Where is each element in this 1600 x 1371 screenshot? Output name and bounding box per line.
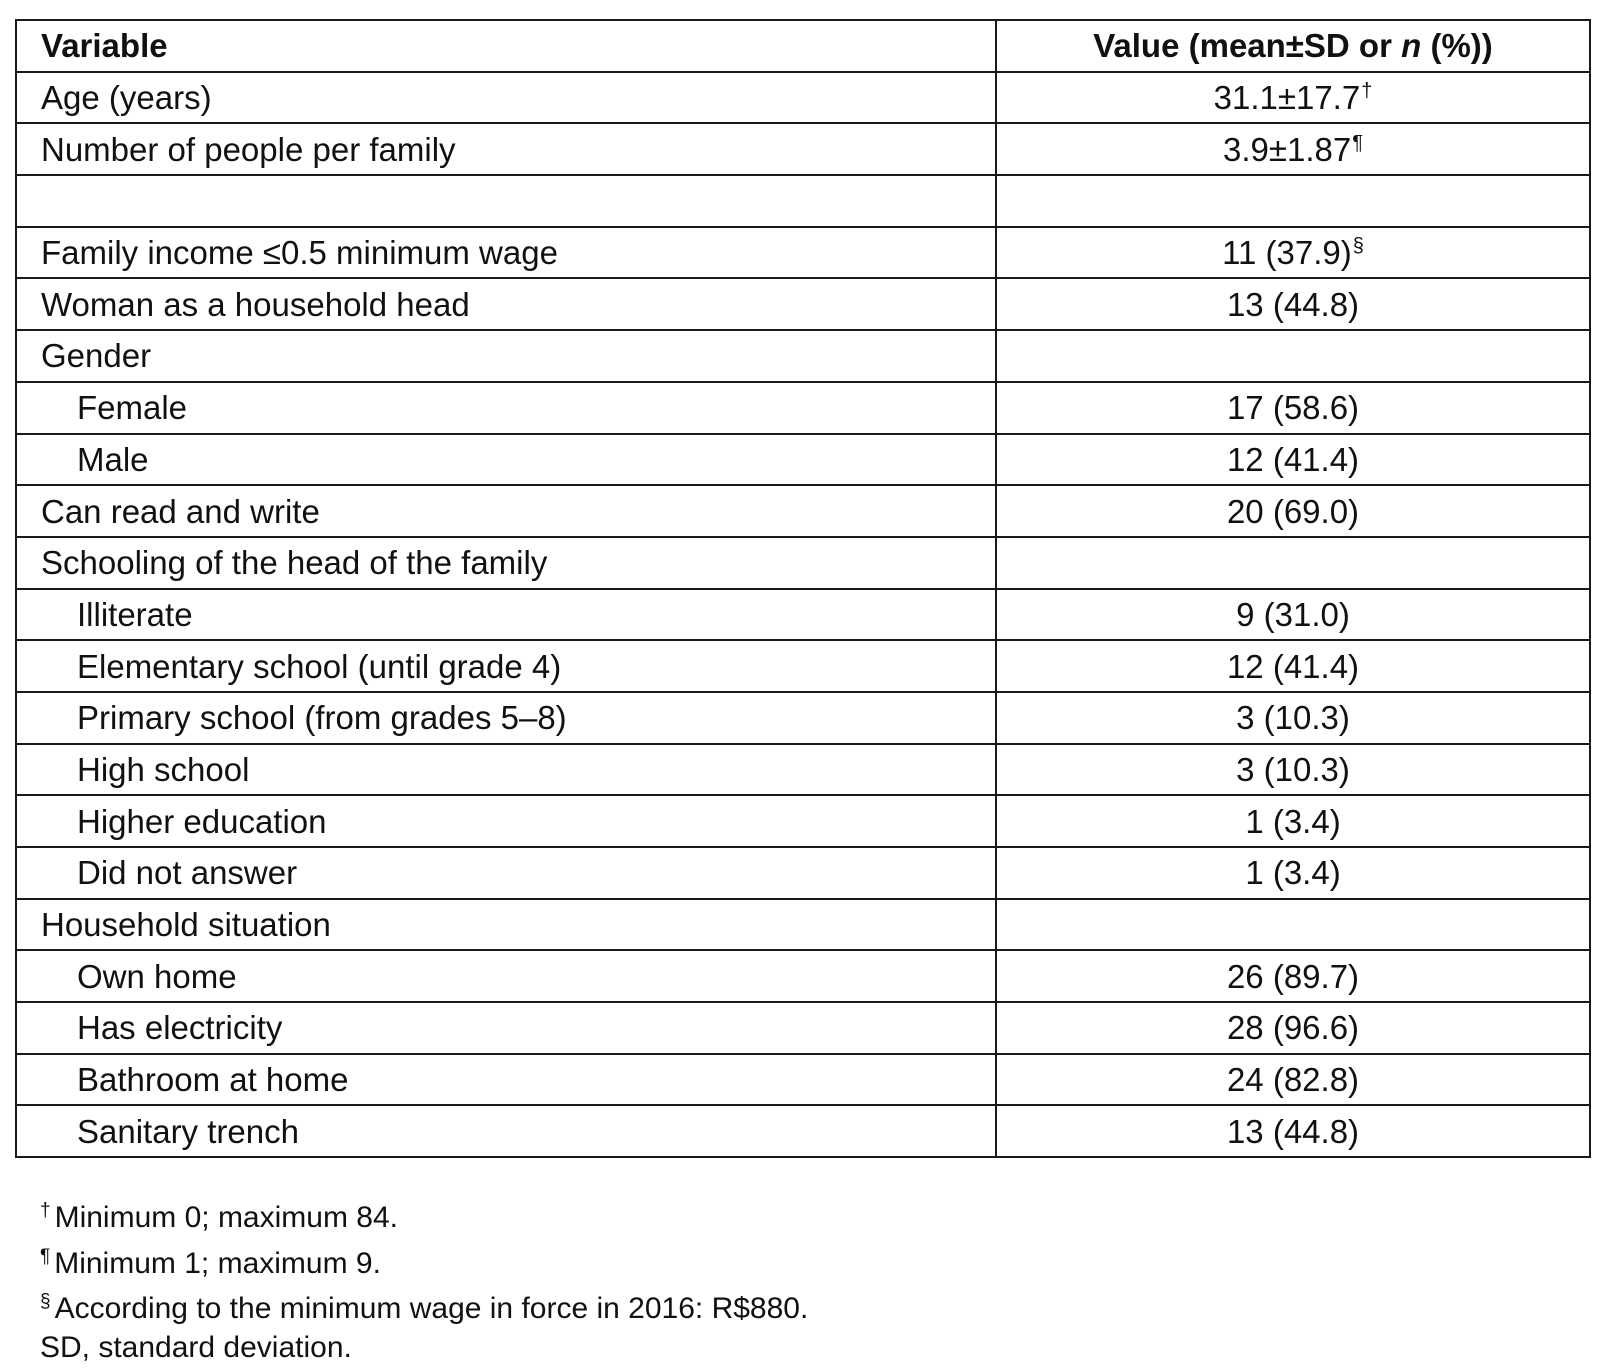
table-row bbox=[16, 123, 1590, 175]
table-row bbox=[16, 899, 1590, 951]
cell-value bbox=[996, 1054, 1590, 1106]
cell-value bbox=[996, 640, 1590, 692]
cell-value bbox=[996, 744, 1590, 796]
cell-variable: Male bbox=[16, 434, 996, 486]
value-text: 26 (89.7) bbox=[1226, 957, 1360, 995]
table-row bbox=[16, 227, 1590, 279]
cell-value bbox=[996, 278, 1590, 330]
footnote bbox=[40, 1238, 808, 1284]
table-row bbox=[16, 1002, 1590, 1054]
value-text: 12 (41.4) bbox=[1226, 440, 1360, 478]
value-text: 28 (96.6) bbox=[1226, 1009, 1360, 1047]
cell-value bbox=[996, 537, 1590, 589]
cell-variable: High school bbox=[16, 744, 996, 796]
value-text: 3 (10.3) bbox=[1236, 699, 1350, 737]
cell-variable: Schooling of the head of the family bbox=[16, 537, 996, 589]
table-row bbox=[16, 744, 1590, 796]
cell-variable: Did not answer bbox=[16, 847, 996, 899]
footnote bbox=[40, 1192, 808, 1238]
cell-variable: Own home bbox=[16, 950, 996, 1002]
cell-value bbox=[996, 795, 1590, 847]
table-row bbox=[16, 434, 1590, 486]
cell-variable: Household situation bbox=[16, 899, 996, 951]
value-text: 12 (41.4) bbox=[1226, 647, 1360, 685]
table-row bbox=[16, 330, 1590, 382]
value-text: 31.1±17.7 bbox=[1213, 79, 1361, 117]
value-text: 13 (44.8) bbox=[1226, 285, 1360, 323]
table-row bbox=[16, 382, 1590, 434]
table-row bbox=[16, 692, 1590, 744]
cell-value bbox=[996, 692, 1590, 744]
cell-variable: Age (years) bbox=[16, 72, 996, 124]
value-text: 20 (69.0) bbox=[1226, 492, 1360, 530]
table-footnotes bbox=[40, 1192, 808, 1367]
cell-value bbox=[996, 175, 1590, 227]
table-row bbox=[16, 278, 1590, 330]
cell-value bbox=[996, 434, 1590, 486]
cell-variable: Woman as a household head bbox=[16, 278, 996, 330]
value-text: 3.9±1.87 bbox=[1223, 130, 1352, 168]
header-value: Value (mean±SD or n (%)) bbox=[996, 20, 1590, 72]
cell-value bbox=[996, 847, 1590, 899]
table-row bbox=[16, 72, 1590, 124]
table-row bbox=[16, 175, 1590, 227]
cell-variable: Family income ≤0.5 minimum wage bbox=[16, 227, 996, 279]
table-header-row bbox=[16, 20, 1590, 72]
footnote bbox=[40, 1283, 808, 1329]
cell-value bbox=[996, 899, 1590, 951]
cell-value bbox=[996, 72, 1590, 124]
value-text: 9 (31.0) bbox=[1236, 595, 1350, 633]
cell-variable: Higher education bbox=[16, 795, 996, 847]
footnote-mark: ¶ bbox=[40, 1245, 51, 1267]
cell-variable: Has electricity bbox=[16, 1002, 996, 1054]
cell-variable: Gender bbox=[16, 330, 996, 382]
value-text: 1 (3.4) bbox=[1245, 854, 1341, 892]
cell-variable: Elementary school (until grade 4) bbox=[16, 640, 996, 692]
footnote-mark: † bbox=[40, 1200, 51, 1221]
value-text: 24 (82.8) bbox=[1226, 1061, 1360, 1099]
footnote-marker: § bbox=[1352, 235, 1364, 258]
cell-value bbox=[996, 227, 1590, 279]
footnote-text: Minimum 0; maximum 84. bbox=[54, 1201, 398, 1234]
value-text: 11 (37.9) bbox=[1222, 234, 1352, 272]
value-text: 1 (3.4) bbox=[1245, 802, 1341, 840]
cell-variable bbox=[16, 175, 996, 227]
cell-variable: Sanitary trench bbox=[16, 1105, 996, 1157]
demographics-table bbox=[15, 19, 1591, 1158]
cell-value bbox=[996, 485, 1590, 537]
footnote bbox=[40, 1329, 808, 1368]
footnote-marker: ¶ bbox=[1352, 131, 1363, 154]
footnote-marker: † bbox=[1361, 80, 1373, 103]
cell-value bbox=[996, 1002, 1590, 1054]
footnote-text: Minimum 1; maximum 9. bbox=[54, 1246, 381, 1280]
header-variable: Variable bbox=[16, 20, 996, 72]
table-row bbox=[16, 795, 1590, 847]
cell-value bbox=[996, 330, 1590, 382]
cell-variable: Can read and write bbox=[16, 485, 996, 537]
table-row bbox=[16, 1105, 1590, 1157]
table-row bbox=[16, 1054, 1590, 1106]
cell-value bbox=[996, 123, 1590, 175]
cell-value bbox=[996, 1105, 1590, 1157]
cell-variable: Bathroom at home bbox=[16, 1054, 996, 1106]
footnote-mark: § bbox=[40, 1291, 51, 1312]
table-row bbox=[16, 589, 1590, 641]
table-row bbox=[16, 485, 1590, 537]
footnote-text: According to the minimum wage in force in 2016: R$880. bbox=[54, 1292, 809, 1325]
cell-variable: Female bbox=[16, 382, 996, 434]
cell-value bbox=[996, 382, 1590, 434]
value-text: 13 (44.8) bbox=[1226, 1112, 1360, 1150]
value-text: 3 (10.3) bbox=[1236, 750, 1350, 788]
cell-variable: Number of people per family bbox=[16, 123, 996, 175]
cell-value bbox=[996, 950, 1590, 1002]
table-row bbox=[16, 847, 1590, 899]
footnote-text: SD, standard deviation. bbox=[40, 1330, 352, 1364]
value-text: 17 (58.6) bbox=[1226, 389, 1360, 427]
cell-variable: Primary school (from grades 5–8) bbox=[16, 692, 996, 744]
cell-variable: Illiterate bbox=[16, 589, 996, 641]
cell-value bbox=[996, 589, 1590, 641]
table-row bbox=[16, 537, 1590, 589]
table-row bbox=[16, 950, 1590, 1002]
table-row bbox=[16, 640, 1590, 692]
